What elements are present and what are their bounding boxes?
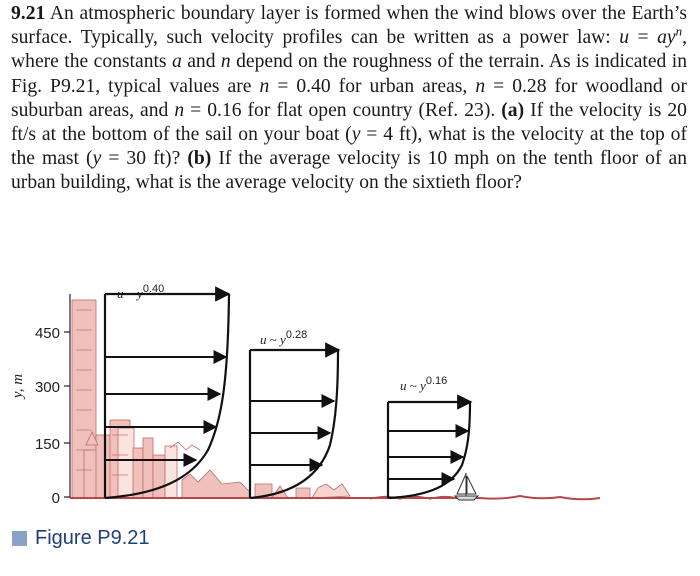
problem-sentence: , where the constants: [11, 27, 687, 73]
var-u: u: [619, 27, 630, 49]
var-n: n: [475, 75, 486, 97]
var-n: n: [220, 51, 231, 73]
tick-label: 150: [34, 436, 60, 453]
problem-sentence: and: [181, 51, 221, 73]
problem-text: [11, 2, 687, 196]
problem-sentence: An atmospheric boundary layer is formed when the wind blows over the Earth’s surface. Typically, such velocity profiles can be written as a power law:: [11, 3, 687, 49]
part-b-text: If the average velocity is 10 mph on the tenth floor of an urban building, what is the average velocity on the sixtieth floor?: [11, 148, 688, 194]
caption-text: Figure P9.21: [35, 526, 150, 549]
open-country-value: = 0.16 for flat open country (Ref. 23).: [184, 99, 502, 121]
y-axis-label: y, m: [10, 373, 26, 399]
tick-label: 300: [34, 379, 60, 396]
var-n: n: [259, 75, 270, 97]
urban-value: = 0.40 for urban areas,: [269, 75, 476, 97]
tick-label: 450: [34, 325, 60, 342]
var-y: y: [92, 148, 102, 170]
equals: =: [629, 27, 658, 49]
part-a-label: (a): [501, 99, 525, 121]
velocity-profile-suburban: [250, 350, 339, 498]
problem-sentence: depend on the roughness of the terrain. As is indicated in Fig. P9.21, typical values are: [11, 51, 687, 97]
profile-label-suburban: u ~ $y^{0.28}$: [260, 329, 308, 347]
figure-caption: [12, 526, 150, 550]
var-n: n: [174, 99, 185, 121]
sailboat: [455, 473, 478, 500]
part-a-text: = 30 ft)?: [101, 148, 188, 170]
city-skyline: [72, 300, 350, 498]
var-ay: ay: [657, 27, 676, 49]
var-y: y: [351, 124, 361, 146]
part-a-text: If the velocity is 20 ft/s at the bottom of the sail on your boat (: [11, 99, 687, 146]
profile-label-open-country: u ~ $y^{0.16}$: [400, 375, 448, 393]
caption-square-icon: [12, 531, 27, 546]
part-a-text: = 4 ft), what is the velocity at the top of the mast (: [11, 124, 687, 170]
problem-number: 9.21: [11, 3, 46, 24]
y-axis: [64, 294, 70, 498]
boundary-layer-figure: [0, 270, 700, 520]
profile-label-urban: u ~ $y^{0.40}$: [117, 283, 165, 301]
var-n-exponent: n: [675, 23, 683, 39]
suburban-value: = 0.28 for woodland or suburban areas, and: [11, 75, 688, 121]
velocity-profile-open-country: [388, 402, 471, 498]
var-a: a: [171, 51, 182, 73]
tick-label: 0: [51, 490, 60, 507]
part-b-label: (b): [187, 148, 212, 170]
